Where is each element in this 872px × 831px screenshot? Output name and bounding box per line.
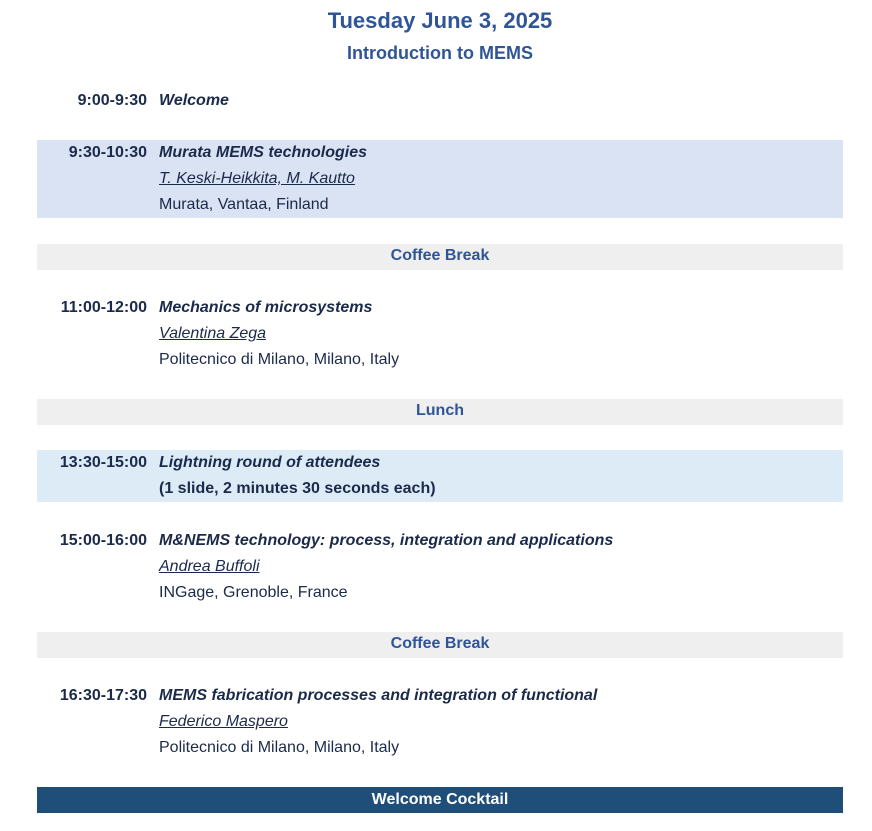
session-title: Mechanics of microsystems <box>159 299 373 316</box>
welcome-cocktail-label: Welcome Cocktail <box>371 791 509 808</box>
session-speaker[interactable]: Federico Maspero <box>159 713 288 730</box>
session-band-highlight <box>37 140 843 218</box>
session-affiliation: INGage, Grenoble, France <box>159 584 348 601</box>
session-time: 9:00-9:30 <box>77 92 147 109</box>
session-time: 16:30-17:30 <box>59 687 147 704</box>
page-title: Tuesday June 3, 2025 <box>327 8 553 33</box>
session-speaker[interactable]: T. Keski-Heikkita, M. Kautto <box>159 170 355 187</box>
session-title: Murata MEMS technologies <box>159 144 368 161</box>
session-speaker[interactable]: Valentina Zega <box>159 325 267 342</box>
session-time: 15:00-16:00 <box>59 532 147 549</box>
session-affiliation: Politecnico di Milano, Milano, Italy <box>159 351 400 368</box>
session-time: 13:30-15:00 <box>59 454 147 471</box>
session-affiliation: Murata, Vantaa, Finland <box>159 196 329 213</box>
session-note: (1 slide, 2 minutes 30 seconds each) <box>159 480 436 497</box>
session-title: Lightning round of attendees <box>159 454 381 471</box>
session-time: 9:30-10:30 <box>68 144 147 161</box>
session-affiliation: Politecnico di Milano, Milano, Italy <box>159 739 400 756</box>
coffee-break-label: Coffee Break <box>390 635 490 652</box>
session-title: M&NEMS technology: process, integration and applications <box>159 532 614 549</box>
page-subtitle: Introduction to MEMS <box>347 43 533 63</box>
coffee-break-label: Coffee Break <box>390 247 490 264</box>
session-title: Welcome <box>159 92 229 109</box>
session-speaker[interactable]: Andrea Buffoli <box>159 558 260 575</box>
session-time: 11:00-12:00 <box>60 299 147 316</box>
session-band-highlight <box>37 450 843 502</box>
session-title: MEMS fabrication processes and integration of functional <box>159 687 598 704</box>
lunch-label: Lunch <box>416 402 464 419</box>
